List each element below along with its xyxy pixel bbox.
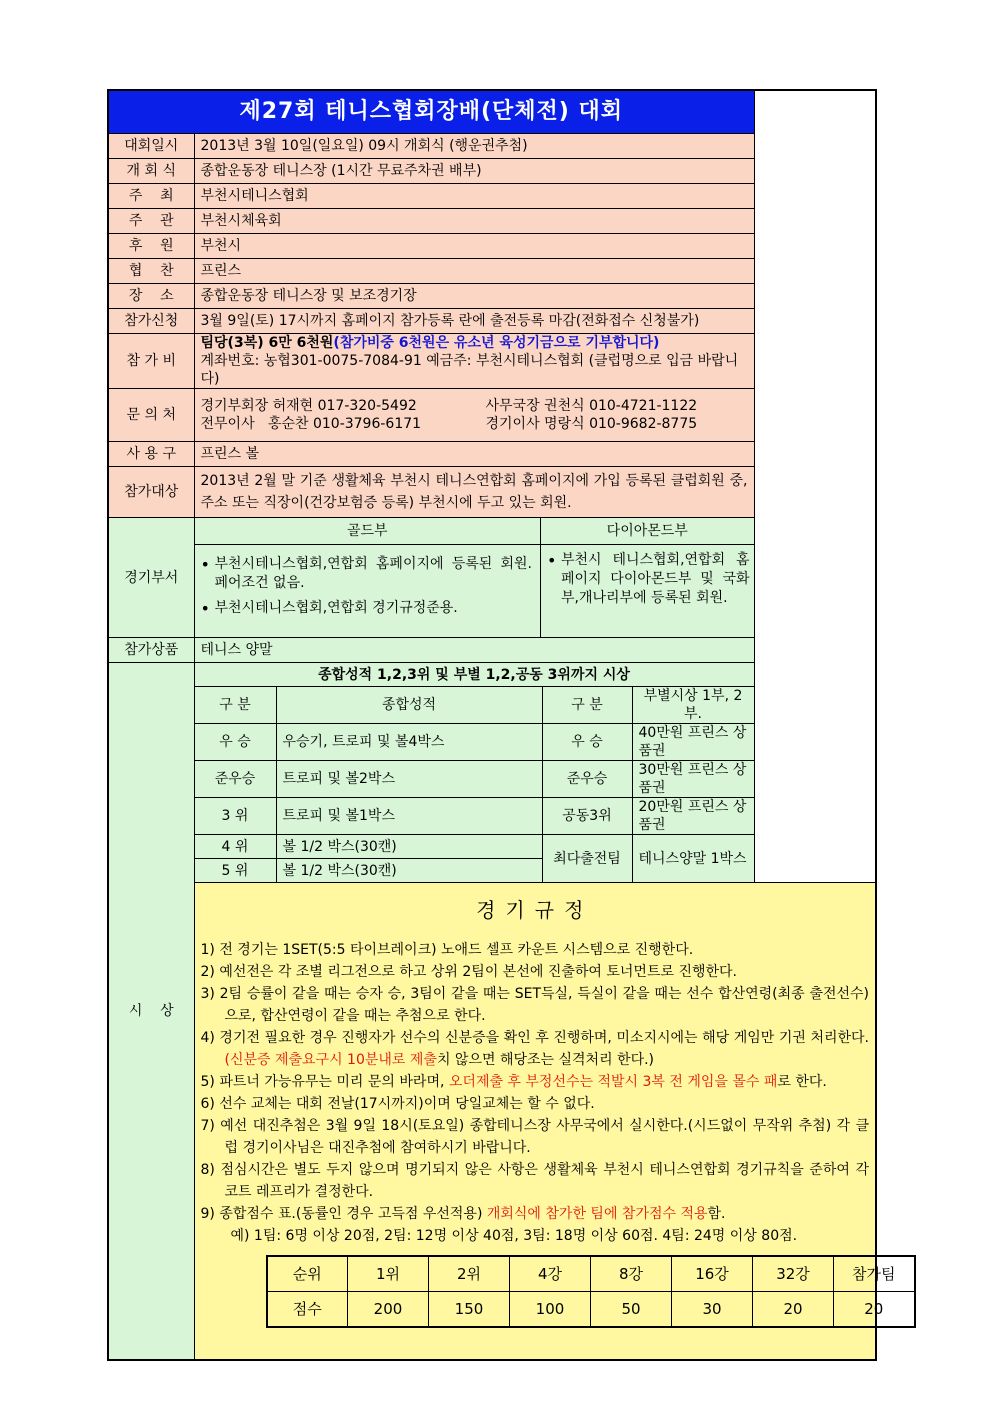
rule-item: 8) 점심시간은 별도 두지 않으며 명기되지 않은 사항은 생활체육 부천시 테니스연합회 경기규칙을 준하여 각 코트 레프리가 결정한다. [200, 1162, 869, 1200]
info-row: 후 원 부천시 [108, 234, 876, 259]
rule-item: 7) 예선 대진추첨은 3월 9일 18시(토요일) 종합테니스장 사무국에서 실시한다.(시드없이 무작위 추첨) 각 클럽 경기이사님은 대진추첨에 참여하시기 바랍니다. [200, 1118, 869, 1156]
special-award-rank: 최다출전팀 [542, 835, 632, 883]
rule-item: 6) 선수 교체는 대회 전날(17시까지)이며 당일교체는 할 수 없다. [200, 1096, 595, 1112]
rule-example: 예) 1팀: 6명 이상 20점, 2팀: 12명 이상 40점, 3팀: 18명 이상 60점. 4팀: 24명 이상 80점. [230, 1228, 798, 1244]
awards-heading-row [108, 663, 876, 687]
score-table [266, 1255, 916, 1328]
rules-title: 경기규정 [476, 898, 594, 922]
awards-row: 4 위 볼 1/2 박스(30캔) 최다출전팀 테니스양말 1박스 [108, 835, 876, 859]
eligibility-row: 참가대상 2013년 2월 말 기준 생활체육 부천시 테니스연합회 홈페이지에 가입 등록된 클럽회원 중, 주소 또는 직장이(건강보험증 등록) 부천시에 두고 있는 회원. [108, 467, 876, 518]
score-values-row: 점수 200 150 100 50 30 20 20 [267, 1292, 915, 1328]
diamond-rule-item: • 부천시 테니스협회,연합회 홈페이지 다이아몬드부 및 국화부,개나리부에 등록된 회원. [549, 551, 750, 608]
info-row: 대회일시 2013년 3월 10일(일요일) 09시 개회식 (행운권추첨) [108, 134, 876, 159]
fee-row: 참 가 비 팀당(3복) 6만 6천원(참가비중 6천원은 유소년 육성기금으로 기부합니다) 계좌번호: 농협301-0075-7084-91 예금주: 부천시테니스협회 (클럽명으로 입금 바랍니다) [108, 334, 876, 389]
page-title: 제27회 테니스협회장배(단체전) 대회 [108, 90, 754, 134]
awards-row: 5 위 볼 1/2 박스(30캔) [108, 859, 876, 883]
awards-heading: 종합성적 1,2,3위 및 부별 1,2,공동 3위까지 시상 [194, 663, 754, 687]
rule-item: 2) 예선전은 각 조별 리그전으로 하고 상위 2팀이 본선에 진출하여 토너먼트로 진행한다. [200, 964, 737, 980]
special-award-prize: 테니스양말 1박스 [632, 835, 754, 883]
info-row: 주 최 부천시테니스협회 [108, 184, 876, 209]
division-row: 경기부서 골드부 다이아몬드부 • 부천시테니스협회,연합회 홈페이지에 등록된 회원.페어조건 없음. • 부천시테니스협회,연합회 경기규정준용. • 부천시 테니스협회,연합회 홈페이지 다이아몬드부 및 국화부,개나리부에 등록된 회원. [108, 518, 876, 638]
event-notice [107, 89, 896, 1361]
fee-account: 계좌번호: 농협301-0075-7084-91 예금주: 부천시테니스협회 (클럽명으로 입금 바랍니다) [200, 353, 739, 387]
info-row: 장 소 종합운동장 테니스장 및 보조경기장 [108, 284, 876, 309]
notice-table [107, 89, 896, 1361]
fee-amount: 팀당(3복) 6만 6천원 [200, 335, 334, 351]
rule-item: 5) 파트너 가능유무는 미리 문의 바라며, 오더제출 후 부정선수는 적발시 3복 전 게임을 몰수 패로 한다. [200, 1074, 827, 1090]
rules-section [108, 883, 876, 1361]
gold-division-title: 골드부 [195, 518, 541, 545]
diamond-division-title: 다이아몬드부 [541, 518, 754, 545]
ball-row: 사 용 구 프린스 볼 [108, 442, 876, 467]
awards-label: 시 상 [108, 663, 194, 1361]
rule-item: 3) 2팀 승률이 같을 때는 승자 승, 3팀이 같을 때는 SET득실, 득실이 같을 때는 선수 합산연령(최종 출전선수)으로, 합산연령이 같을 때는 추첨으로 한다. [200, 986, 869, 1024]
score-header-row: 순위 1위 2위 4강 8강 16강 32강 참가팀 [267, 1256, 915, 1292]
goods-row: 참가상품 테니스 양말 [108, 638, 876, 663]
rule-item: 4) 경기전 필요한 경우 진행자가 선수의 신분증을 확인 후 진행하며, 미소지시에는 해당 게임만 기권 처리한다. (신분증 제출요구시 10분내로 제출치 않으면 해당조는 실격처리 한다.) [200, 1030, 869, 1068]
awards-row: 3 위 트로피 및 볼1박스 공동3위 20만원 프린스 상품권 [108, 798, 876, 835]
awards-row: 준우승 트로피 및 볼2박스 준우승 30만원 프린스 상품권 [108, 761, 876, 798]
info-row: 개 회 식 종합운동장 테니스장 (1시간 무료주차권 배부) [108, 159, 876, 184]
fee-donation-note: (참가비중 6천원은 유소년 육성기금으로 기부합니다) [333, 335, 660, 351]
info-row: 주 관 부천시체육회 [108, 209, 876, 234]
awards-header-row: 구 분 종합성적 구 분 부별시상 1부, 2부. [108, 687, 876, 724]
gold-rule-item: • 부천시테니스협회,연합회 경기규정준용. [203, 599, 533, 618]
contact-row: 문 의 처 경기부회장 허재현 017-320-5492 사무국장 권천식 010-4721-1122 전무이사 홍순찬 010-3796-6171 경기이사 명랑식 010-9682-8775 [108, 389, 876, 442]
gold-rule-item: • 부천시테니스협회,연합회 홈페이지에 등록된 회원.페어조건 없음. [203, 555, 533, 593]
info-row: 협 찬 프린스 [108, 259, 876, 284]
rule-item: 9) 종합점수 표.(동률인 경우 고득점 우선적용) 개회식에 참가한 팀에 참가점수 적용함. [200, 1206, 726, 1222]
awards-row: 우 승 우승기, 트로피 및 볼4박스 우 승 40만원 프린스 상품권 [108, 724, 876, 761]
rule-item: 1) 전 경기는 1SET(5:5 타이브레이크) 노애드 셀프 카운트 시스템으로 진행한다. [200, 942, 694, 958]
info-row: 참가신청 3월 9일(토) 17시까지 홈페이지 참가등록 란에 출전등록 마감(전화접수 신청불가) [108, 309, 876, 334]
